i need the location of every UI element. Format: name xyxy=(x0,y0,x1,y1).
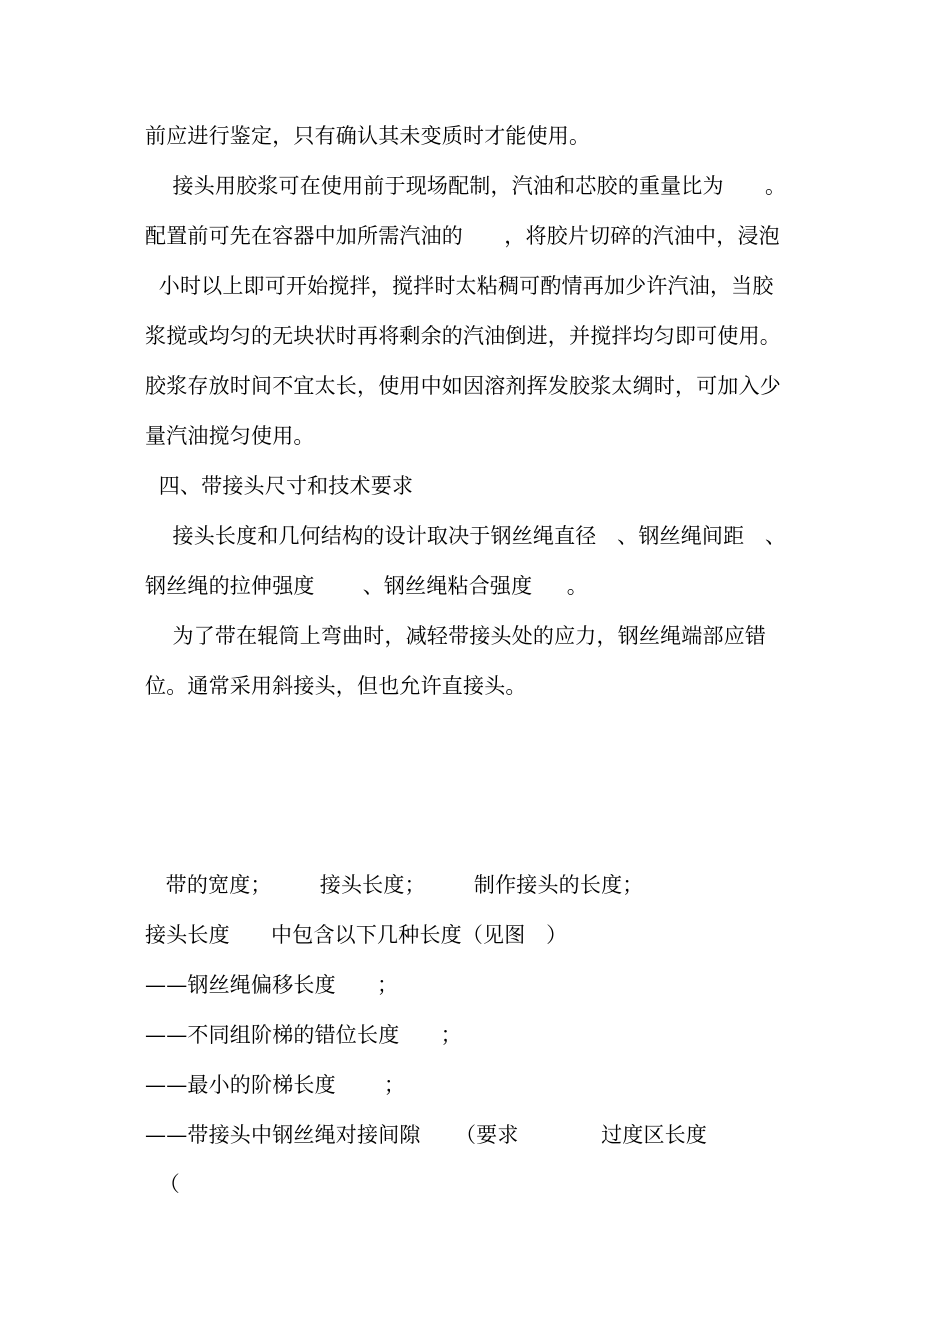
list-item: ——带接头中钢丝绳对接间隙 （要求 过度区长度 xyxy=(145,1123,708,1147)
paragraph-line: 为了带在辊筒上弯曲时，减轻带接头处的应力，钢丝绳端部应错 xyxy=(145,624,767,648)
list-item: ——最小的阶梯长度 ； xyxy=(145,1073,406,1097)
paragraph-line: 接头长度 中包含以下几种长度（见图 ） xyxy=(145,923,568,947)
paragraph-line: 量汽油搅匀使用。 xyxy=(145,424,315,448)
paragraph-line: 前应进行鉴定，只有确认其未变质时才能使用。 xyxy=(145,124,591,148)
paragraph-line: 位。通常采用斜接头，但也允许直接头。 xyxy=(145,674,527,698)
paragraph-line: 接头长度和几何结构的设计取决于钢丝绳直径 、钢丝绳间距 、 xyxy=(145,524,787,548)
paragraph-line: 钢丝绳的拉伸强度 、钢丝绳粘合强度 。 xyxy=(145,574,588,598)
paragraph-line: （ xyxy=(145,1172,180,1196)
list-item: ——钢丝绳偏移长度 ； xyxy=(145,973,399,997)
section-heading: 四、带接头尺寸和技术要求 xyxy=(145,474,414,498)
paragraph-line: 胶浆存放时间不宜太长，使用中如因溶剂挥发胶浆太绸时，可加入少 xyxy=(145,374,781,398)
paragraph-line: 小时以上即可开始搅拌，搅拌时太粘稠可酌情再加少许汽油，当胶 xyxy=(145,274,774,298)
paragraph-line: 接头用胶浆可在使用前于现场配制，汽油和芯胶的重量比为 。 xyxy=(145,174,787,198)
list-item: ——不同组阶梯的错位长度 ； xyxy=(145,1023,462,1047)
paragraph-line: 浆搅或均匀的无块状时再将剩余的汽油倒进，并搅拌均匀即可使用。 xyxy=(145,324,781,348)
paragraph-line: 配置前可先在容器中加所需汽油的 ，将胶片切碎的汽油中，浸泡 xyxy=(145,224,780,248)
legend-line: 带的宽度； 接头长度； 制作接头的长度； xyxy=(145,873,644,897)
